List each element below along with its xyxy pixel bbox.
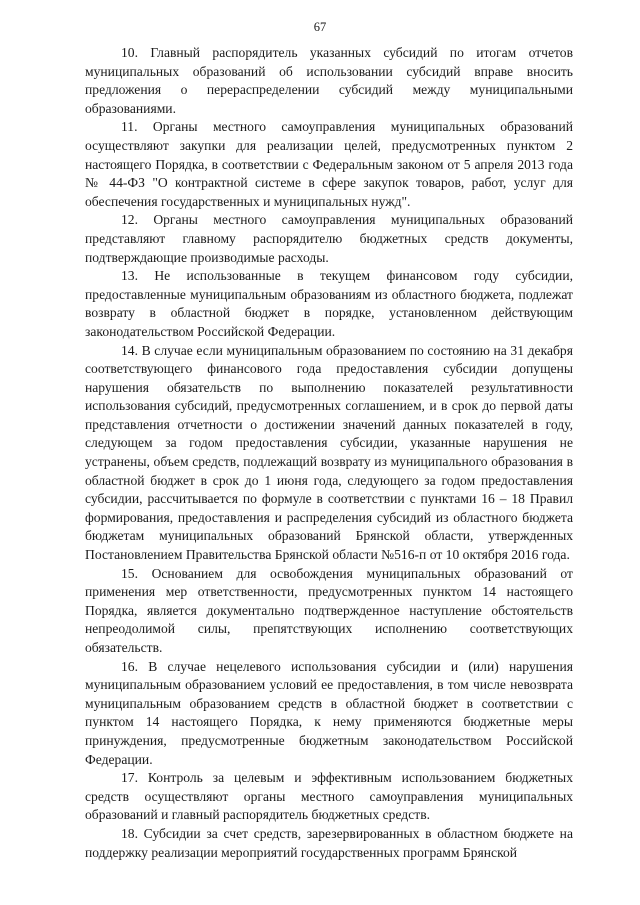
- paragraph-10: 10. Главный распорядитель указанных субсидий по итогам отчетов муниципальных образований об использовании субсидий вправе вносить предложения о перераспределении субсидий между муниципальными образованиями.: [85, 45, 573, 116]
- page-number: 67: [313, 20, 327, 34]
- paragraph-13: 13. Не использованные в текущем финансовом году субсидии, предоставленные муниципальным образованиям из областного бюджета, подлежат возврату в областной бюджет в порядке, установленном действующим законодательством Российской Федерации.: [85, 268, 573, 339]
- paragraph-18: 18. Субсидии за счет средств, зарезервированных в областном бюджете на поддержку реализации мероприятий государственных программ Брянской: [85, 825, 573, 860]
- paragraph-12: 12. Органы местного самоуправления муниципальных образований представляют главному распорядителю бюджетных средств документы, подтверждающие производимые расходы.: [85, 212, 573, 265]
- paragraph-16: 16. В случае нецелевого использования субсидии и (или) нарушения муниципальным образованием условий ее предоставления, в том числе невозврата муниципальным образованием средств в областной бюджет в соответствии с пунктом 14 настоящего Порядка, к нему применяются бюджетные меры принуждения, предусмотренные бюджетным законодательством Российской Федерации.: [85, 658, 573, 767]
- paragraph-11: 11. Органы местного самоуправления муниципальных образований осуществляют закупки для реализации целей, предусмотренных пунктом 2 настоящего Порядка, в соответствии с Федеральным законом от 5 апреля 2013 года № 44-ФЗ "О контрактной системе в сфере закупок товаров, работ, услуг для обеспечения государственных и муниципальных нужд".: [85, 119, 573, 209]
- document-body: [85, 44, 573, 862]
- paragraph-17: 17. Контроль за целевым и эффективным использованием бюджетных средств осуществляют органы местного самоуправления муниципальных образований и главный распорядитель бюджетных средств.: [85, 770, 573, 823]
- paragraph-14: 14. В случае если муниципальным образованием по состоянию на 31 декабря соответствующего финансового года предоставления субсидии допущены нарушения обязательств по выполнению показателей результативности использования субсидий, предусмотренных соглашением, и в срок до первой даты представления отчетности о достижении значений данных показателей в году, следующем за годом предоставления субсидии, указанные нарушения не устранены, объем средств, подлежащий возврату из муниципального образования в областной бюджет в срок до 1 июня года, следующего за годом предоставления субсидии, рассчитывается по формуле в соответствии с пунктами 16 – 18 Правил формирования, предоставления и распределения субсидий из областного бюджета бюджетам муниципальных образований Брянской области, утвержденных Постановлением Правительства Брянской области №516-п от 10 октября 2016 года.: [85, 342, 573, 563]
- paragraph-15: 15. Основанием для освобождения муниципальных образований от применения мер ответственности, предусмотренных пунктом 14 настоящего Порядка, является документально подтвержденное наступление обстоятельств непреодолимой силы, препятствующих исполнению соответствующих обязательств.: [85, 565, 573, 655]
